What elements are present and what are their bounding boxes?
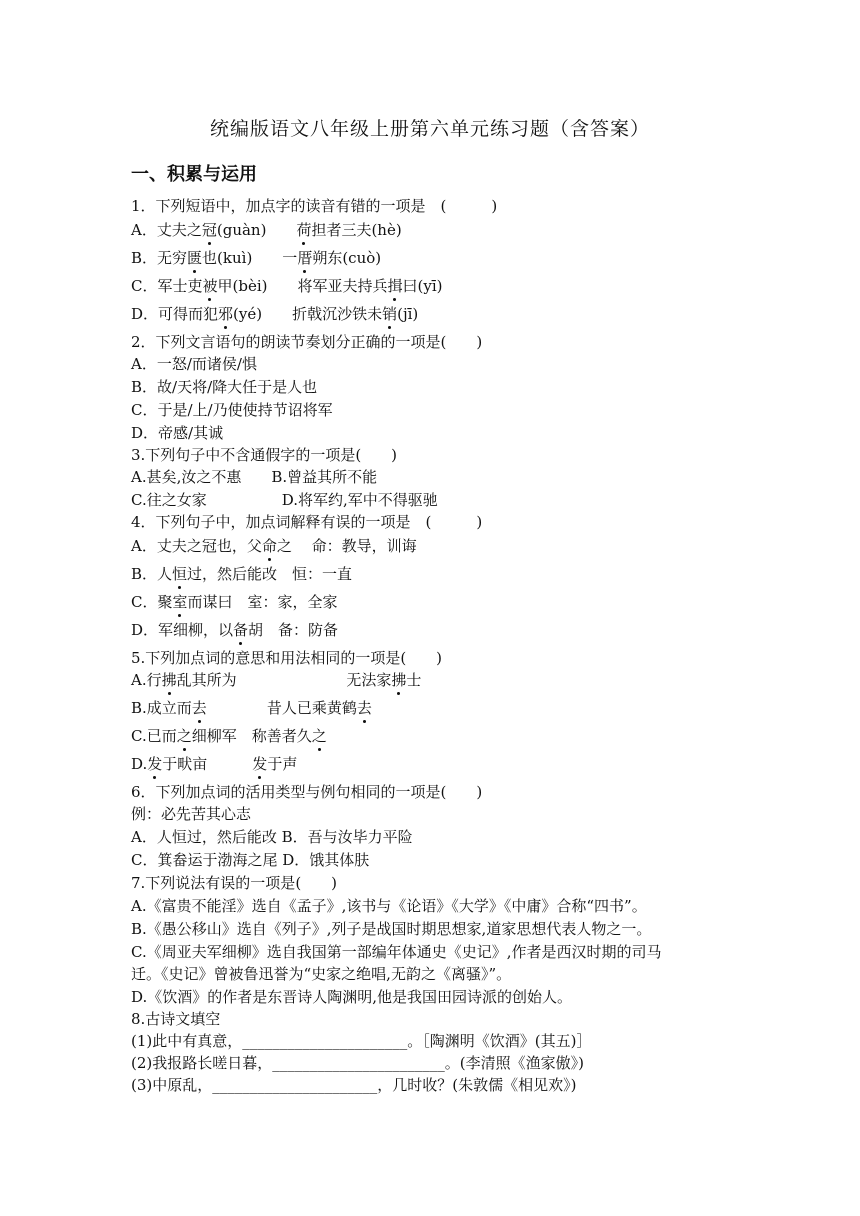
text-segment: 迁。《史记》曾被鲁迅誉为“史家之绝唱,无韵之《离骚》”。 (131, 965, 512, 983)
text-segment: 8.古诗文填空 (131, 1010, 221, 1028)
text-segment: 也(kuì) 一 (202, 249, 298, 267)
emphasis-char: 揖 (387, 277, 403, 295)
emphasis-char: 发 (252, 755, 268, 773)
text-segment: 甲(bèi) 将军亚夫持兵 (217, 277, 388, 295)
text-line (131, 445, 397, 465)
text-segment: (jī) (397, 305, 419, 323)
text-segment: C．于是/上/乃使使持节诏将军 (131, 401, 333, 419)
text-segment: C．箕畚运于渤海之尾 D．饿其体肤 (131, 851, 370, 869)
text-segment: C.《周亚夫军细柳》选自我国第一部编年体通史《史记》,作者是西汉时期的司马 (131, 943, 662, 961)
emphasis-char: 命 (261, 537, 277, 555)
text-segment: A．一怒/而诸侯/惧 (131, 355, 257, 373)
text-segment: 乱其所为 无法家 (176, 671, 392, 689)
text-line (131, 1053, 584, 1073)
emphasis-char: 备 (233, 621, 249, 639)
text-line (131, 620, 338, 640)
text-segment: 4．下列句子中，加点词解释有误的一项是 ( ) (131, 513, 483, 531)
text-segment: B．人 (131, 565, 173, 583)
text-line (131, 987, 572, 1007)
text-segment: 7.下列说法有误的一项是( ) (131, 874, 338, 892)
text-segment: 3.下列句子中不含通假字的一项是( ) (131, 446, 398, 464)
text-line (131, 377, 317, 397)
emphasis-char: 发 (147, 755, 163, 773)
text-line (131, 726, 327, 746)
text-line (131, 304, 418, 324)
text-segment: 2．下列文言语句的朗读节奏划分正确的一项是( ) (131, 333, 483, 351)
text-line (131, 754, 297, 774)
section-heading: 一、积累与运用 (131, 164, 257, 185)
emphasis-char: 去 (191, 699, 207, 717)
text-segment: B．故/天将/降大任于是人也 (131, 378, 318, 396)
text-line (131, 512, 482, 532)
text-segment: 而谋曰 室：家，全家 (187, 593, 338, 611)
text-segment: A．丈夫之 (131, 221, 202, 239)
text-line (131, 564, 352, 584)
text-segment: D．可得而犯 (131, 305, 219, 323)
text-line (131, 592, 338, 612)
text-line (131, 964, 511, 984)
text-segment: B．无穷 (131, 249, 188, 267)
text-line (131, 467, 377, 487)
text-line (131, 782, 482, 802)
text-line (131, 1009, 220, 1029)
emphasis-char: 去 (356, 699, 372, 717)
document-title: 统编版语文八年级上册第六单元练习题（含答案） (209, 118, 650, 140)
text-segment: 于声 (267, 755, 298, 773)
text-line (131, 354, 257, 374)
text-line (131, 196, 497, 216)
text-segment: D. (131, 755, 148, 773)
text-line (131, 850, 369, 870)
emphasis-char: 拂 (391, 671, 407, 689)
text-segment: C.已而 (131, 727, 177, 745)
text-segment: C．聚 (131, 593, 173, 611)
text-segment: 1．下列短语中，加点字的读音有错的一项是 ( ) (131, 197, 498, 215)
text-segment: (1)此中有真意，______________________。［陶渊明《饮酒》(其五)］ (131, 1032, 592, 1050)
text-segment: B.成立而 (131, 699, 192, 717)
emphasis-char: 被 (202, 277, 218, 295)
text-line (131, 332, 482, 352)
emphasis-char: 销 (382, 305, 398, 323)
text-segment: 之 命：教导，训诲 (276, 537, 417, 555)
text-segment: A.《富贵不能淫》选自《孟子》,该书与《论语》《大学》《中庸》合称“四书”。 (131, 897, 647, 915)
text-segment: 5.下列加点词的意思和用法相同的一项是( ) (131, 649, 443, 667)
emphasis-char: 拂 (161, 671, 177, 689)
text-segment: (3)中原乱，______________________，几时收？(朱敦儒《相见欢》) (131, 1076, 577, 1094)
text-line (131, 698, 372, 718)
text-segment: D．军细柳，以 (131, 621, 234, 639)
text-line (131, 1031, 591, 1051)
emphasis-char: 冠 (201, 221, 217, 239)
emphasis-char: 邪 (218, 305, 234, 323)
text-segment: 过，然后能改 恒：一直 (187, 565, 353, 583)
text-line (131, 400, 333, 420)
text-segment: 昔人已乘黄鹤 (206, 699, 357, 717)
text-line (131, 804, 251, 824)
text-line (131, 423, 223, 443)
text-line (131, 276, 442, 296)
text-segment: A.行 (131, 671, 162, 689)
text-line (131, 670, 421, 690)
text-segment: 细柳军 称善者久 (191, 727, 312, 745)
emphasis-char: 厝 (297, 249, 313, 267)
emphasis-char: 室 (172, 593, 188, 611)
emphasis-char: 之 (311, 727, 327, 745)
text-line (131, 1075, 576, 1095)
text-segment: 于畎亩 (162, 755, 253, 773)
emphasis-char: 匮 (187, 249, 203, 267)
text-segment: (yé) 折戟沉沙铁未 (233, 305, 383, 323)
emphasis-char: 之 (176, 727, 192, 745)
text-segment: 朔东(cuò) (312, 249, 382, 267)
text-segment: C．军士吏 (131, 277, 203, 295)
text-segment: 例：必先苦其心志 (131, 805, 252, 823)
text-line (131, 942, 661, 962)
text-segment: D．帝感/其诚 (131, 424, 224, 442)
text-segment: 6．下列加点词的活用类型与例句相同的一项是( ) (131, 783, 483, 801)
emphasis-char: 荷 (296, 221, 312, 239)
text-segment: 担者三夫(hè) (311, 221, 402, 239)
text-segment: 曰(yī) (402, 277, 443, 295)
text-line (131, 490, 438, 510)
text-segment: D.《饮酒》的作者是东晋诗人陶渊明,他是我国田园诗派的创始人。 (131, 988, 573, 1006)
text-segment: 士 (406, 671, 422, 689)
text-line (131, 919, 651, 939)
text-line (131, 827, 413, 847)
text-segment: (guàn) (216, 221, 297, 239)
emphasis-char: 恒 (172, 565, 188, 583)
text-segment: A．人恒过，然后能改 B．吾与汝毕力平险 (131, 828, 413, 846)
text-segment: A.甚矣,汝之不惠 B.曾益其所不能 (131, 468, 378, 486)
text-line (131, 248, 381, 268)
text-segment: (2)我报路长嗟日暮，_______________________。(李清照《渔家傲》) (131, 1054, 584, 1072)
text-line (131, 896, 647, 916)
text-line (131, 536, 417, 556)
text-segment: B.《愚公移山》选自《列子》,列子是战国时期思想家,道家思想代表人物之一。 (131, 920, 652, 938)
text-segment: A．丈夫之冠也，父 (131, 537, 262, 555)
text-line (131, 648, 442, 668)
text-line (131, 873, 337, 893)
text-segment: C.往之女家 D.将军约,军中不得驱驰 (131, 491, 438, 509)
text-line (131, 220, 402, 240)
text-segment: 胡 备：防备 (248, 621, 339, 639)
